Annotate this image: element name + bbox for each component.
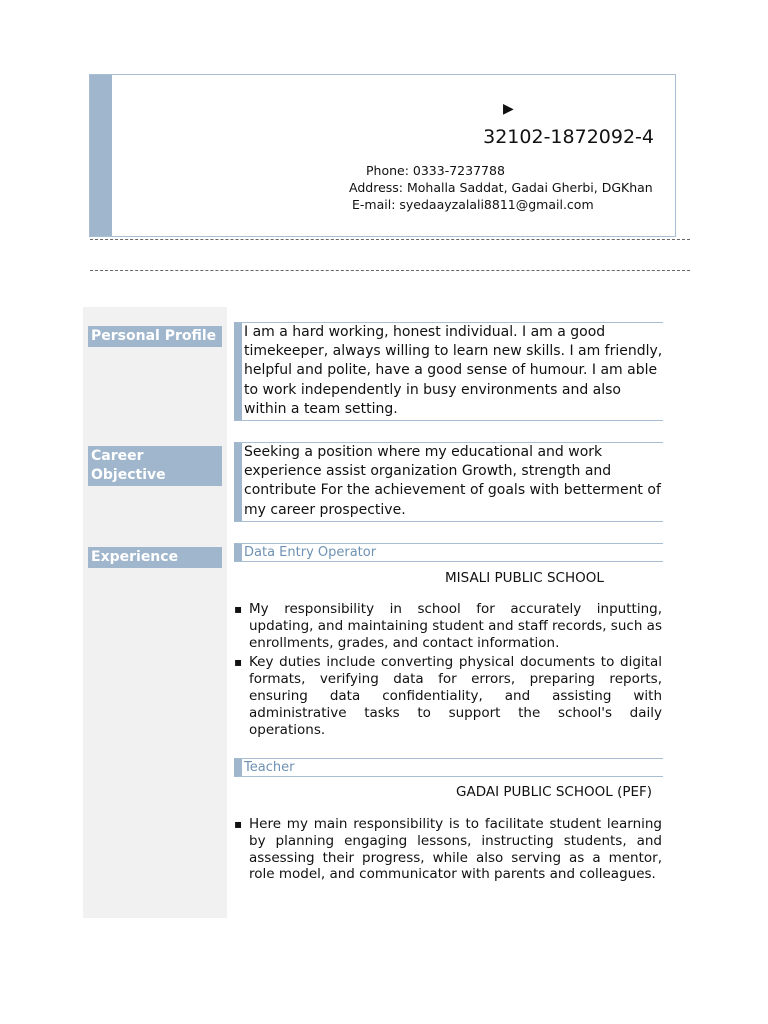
career-objective-label — [88, 446, 222, 486]
list-item: ▪ Here my main responsibility is to facilitate student learning by planning engaging lessons, instructing students, and assessing their progress, while also serving as a mentor, role model, and communicator with parents and colleagues. — [234, 816, 662, 883]
career-objective-label-line1: Career — [91, 448, 144, 464]
job-title: Teacher — [234, 758, 663, 777]
organization-name: MISALI PUBLIC SCHOOL — [445, 570, 604, 586]
dashed-divider — [90, 239, 690, 240]
responsibility-list — [234, 816, 662, 886]
personal-profile-text: I am a hard working, honest individual. I am a good timekeeper, always willing to learn new skills. I am friendly, helpful and polite, have a good sense of humour. I am able to work independently in busy environments and also within a team setting. — [234, 322, 663, 421]
experience-label: Experience — [88, 547, 222, 568]
square-bullet-icon: ▪ — [234, 817, 243, 831]
square-bullet-icon: ▪ — [234, 655, 243, 670]
address-text: Address: Mohalla Saddat, Gadai Gherbi, DGKhan — [349, 180, 653, 195]
header-accent-bar — [90, 75, 112, 236]
id-number: 32102-1872092-4 — [483, 126, 654, 148]
list-item: ▪ Key duties include converting physical documents to digital formats, verifying data for errors, preparing reports, ensuring data confidentiality, and assisting with administrative tasks to support the school's daily operations. — [234, 654, 662, 738]
career-objective-label-line2: Objective — [91, 467, 166, 483]
sidebar — [83, 307, 227, 918]
organization-name: GADAI PUBLIC SCHOOL (PEF) — [456, 784, 653, 800]
list-item: ▪ My responsibility in school for accurately inputting, updating, and maintaining student and staff records, such as enrollments, grades, and contact information. — [234, 601, 662, 651]
play-arrow-icon: ▶ — [503, 101, 514, 117]
career-objective-text: Seeking a position where my educational and work experience assist organization Growth, strength and contribute For the achievement of goals with betterment of my career prospective. — [234, 442, 663, 522]
responsibility-list — [234, 601, 662, 741]
email-text: E-mail: syedaayzalali8811@gmail.com — [352, 197, 594, 212]
job-title: Data Entry Operator — [234, 543, 663, 562]
header-box — [89, 74, 676, 237]
dashed-divider — [90, 270, 690, 271]
personal-profile-label: Personal Profile — [88, 326, 222, 347]
square-bullet-icon: ▪ — [234, 602, 243, 616]
phone-text: Phone: 0333-7237788 — [366, 163, 505, 178]
